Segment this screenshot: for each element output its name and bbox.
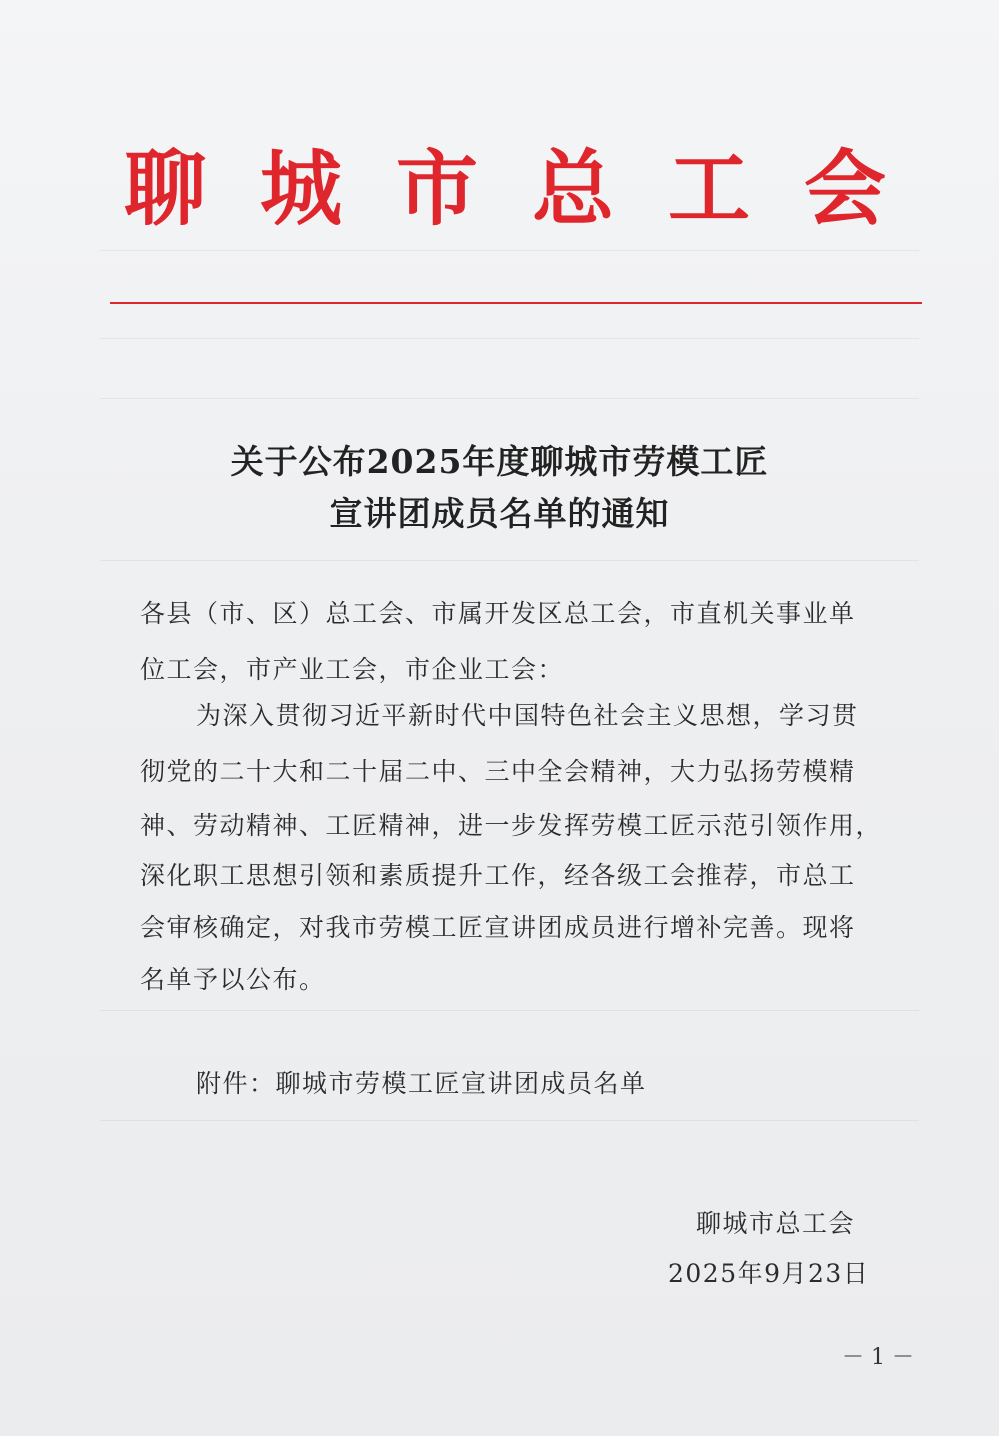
paragraph-line-4: 深化职工思想引领和素质提升工作，经各级工会推荐，市总工 [140, 861, 856, 890]
letterhead-char: 会 [803, 142, 886, 237]
letterhead-char: 工 [667, 142, 750, 237]
bleed-through-line [100, 1010, 919, 1011]
document-title-line-2: 宣讲团成员名单的通知 [329, 494, 670, 533]
signature-org: 聊城市总工会 [696, 1209, 856, 1238]
paragraph-line-5: 会审核确定，对我市劳模工匠宣讲团成员进行增补完善。现将 [140, 913, 856, 942]
paragraph-line-6: 名单予以公布。 [140, 965, 326, 994]
addressee-line-2: 位工会，市产业工会，市企业工会： [140, 655, 565, 684]
letterhead-char: 总 [531, 142, 614, 237]
bleed-through-line [100, 1120, 919, 1121]
letterhead-char: 聊 [123, 142, 206, 237]
bleed-through-line [100, 338, 919, 339]
signature-date: 2025年9月23日 [668, 1259, 870, 1288]
bleed-through-line [100, 560, 919, 561]
letterhead [120, 140, 890, 240]
paragraph-line-1: 为深入贯彻习近平新时代中国特色社会主义思想，学习贯 [196, 701, 859, 730]
letterhead-char: 城 [259, 142, 342, 237]
letterhead-divider [110, 302, 922, 304]
addressee-line-1: 各县（市、区）总工会、市属开发区总工会，市直机关事业单 [140, 599, 856, 628]
attachment-line: 附件：聊城市劳模工匠宣讲团成员名单 [196, 1069, 647, 1098]
paragraph-line-2: 彻党的二十大和二十届二中、三中全会精神，大力弘扬劳模精 [140, 757, 856, 786]
page-number: － 1 － [842, 1345, 914, 1370]
paragraph-line-3: 神、劳动精神、工匠精神，进一步发挥劳模工匠示范引领作用， [140, 811, 883, 840]
bleed-through-line [100, 398, 919, 399]
letterhead-char: 市 [395, 142, 478, 237]
document-title-line-1: 关于公布2025年度聊城市劳模工匠 [230, 442, 769, 481]
bleed-through-line [100, 250, 919, 251]
